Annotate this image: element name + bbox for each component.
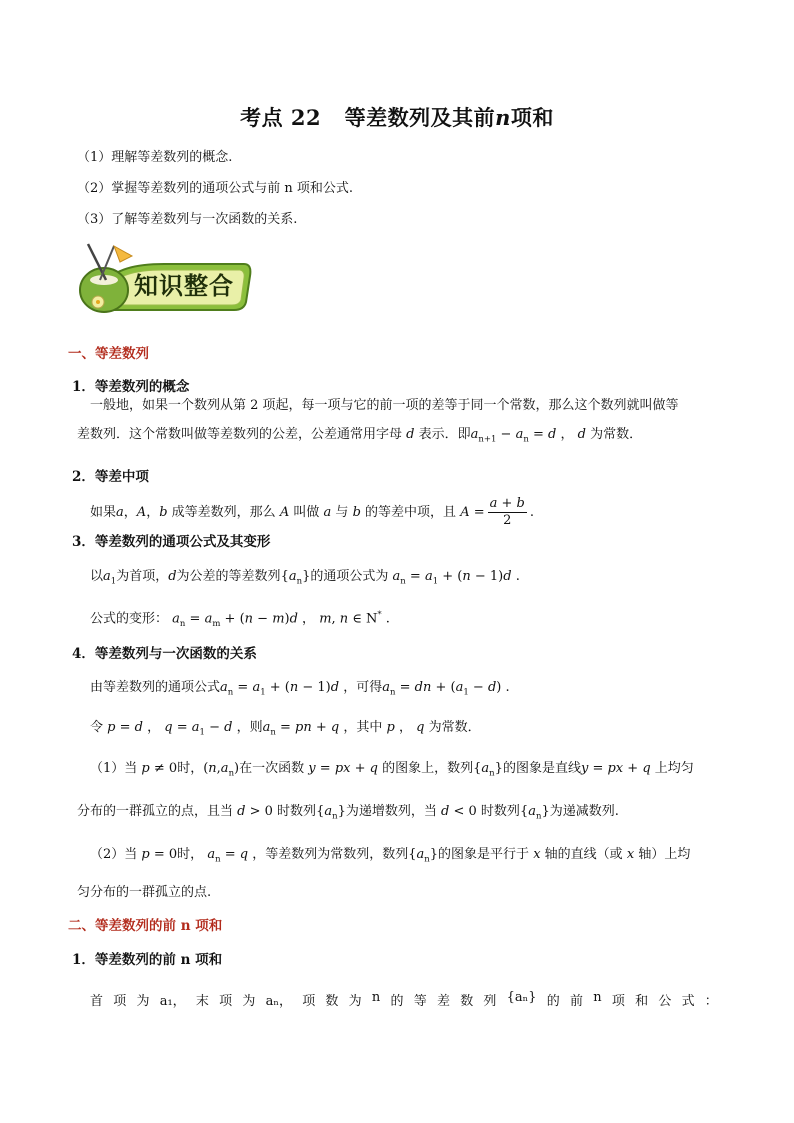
text-token: 项 — [302, 994, 316, 1009]
paragraph-line: 一般地，如果一个数列从第 2 项起，每一项与它的前一项的差等于同一个常数，那么这个数列就叫做等 — [90, 398, 679, 413]
paragraph-line-justified — [90, 990, 718, 1009]
text-token: 为 — [242, 994, 256, 1009]
text-token: 数 — [325, 994, 339, 1009]
text-token: n — [371, 990, 381, 1005]
objective-3: （3）了解等差数列与一次函数的关系. — [77, 212, 298, 227]
section-heading-2: 二、等差数列的前 n 项和 — [68, 918, 223, 934]
text-token: 数 — [460, 994, 474, 1009]
objective-1: （1）理解等差数列的概念. — [77, 150, 233, 165]
text-token: 公 — [658, 994, 672, 1009]
objective-2: （2）掌握等差数列的通项公式与前 n 项和公式. — [77, 181, 354, 196]
subheading-1-4: 4．等差数列与一次函数的关系 — [72, 646, 257, 662]
text-token: 为 — [348, 994, 362, 1009]
paragraph-line: 令 p = d ， $q = a_1 - d$ ，则$a_n$ = pn + q ，其中 p ， q 为常数． — [90, 720, 481, 738]
fraction: $\frac{a + b}{2}$ — [489, 496, 525, 528]
page-title: 考点 22 等差数列及其前n项和 — [240, 105, 554, 130]
subheading-2-1: 1．等差数列的前 n 项和 — [72, 952, 223, 968]
paragraph-line: 分布的一群孤立的点，且当 d > 0 时数列$\{a_n\}$为递增数列，当 d < 0 时数列$\{a_n\}$为递减数列. — [77, 804, 619, 822]
text-token: aₙ， — [265, 994, 292, 1009]
text-token: 末 — [195, 994, 209, 1009]
paragraph-line: 公式的变形： $a_n = a_m + (n - m)d$ ， m, n ∈ N* . — [90, 610, 390, 629]
paragraph-line: 差数列．这个常数叫做等差数列的公差，公差通常用字母 d 表示．即$a_{n+1} - a_n = d$ ， d 为常数． — [77, 427, 643, 445]
banner-label: 知识整合 — [134, 272, 234, 300]
text-token: 式 — [681, 994, 695, 1009]
paragraph-line: （2）当 p = 0时， $a_n = q$ ，等差数列为常数列，数列$\{a_n\}$的图象是平行于 x 轴的直线（或 x 轴）上均 — [90, 847, 691, 865]
text-token: {aₙ} — [506, 990, 537, 1005]
subheading-1-3: 3．等差数列的通项公式及其变形 — [72, 534, 271, 550]
text-token: 差 — [436, 994, 450, 1009]
text-token: 为 — [136, 994, 150, 1009]
subheading-1-1: 1．等差数列的概念 — [72, 379, 190, 395]
subheading-1-2: 2．等差中项 — [72, 469, 149, 485]
text-token: 项 — [219, 994, 233, 1009]
section-heading-1: 一、等差数列 — [68, 346, 149, 362]
text-token: 项 — [113, 994, 127, 1009]
paragraph-line: 匀分布的一群孤立的点. — [77, 885, 212, 900]
text-token: 项 — [611, 994, 625, 1009]
text-token: 的 — [546, 994, 560, 1009]
text-token: ： — [704, 994, 718, 1009]
knowledge-banner — [74, 240, 254, 316]
text-token: n — [593, 990, 602, 1005]
paragraph-line: 如果a，A，b 成等差数列，那么 A 叫做 a 与 b 的等差中项，且 A = $\frac{a + b}{2}$ . — [90, 496, 534, 528]
text-token: 等 — [413, 994, 427, 1009]
text-token: 前 — [570, 994, 584, 1009]
text-token: 首 — [90, 994, 104, 1009]
text-token: 列 — [483, 994, 497, 1009]
text-token: a₁， — [159, 994, 186, 1009]
paragraph-line: 以$a_1$为首项，d为公差的等差数列$\{a_n\}$的通项公式为 $a_n = a_1 + (n - 1)d$ . — [90, 569, 520, 587]
text-token: 和 — [635, 994, 649, 1009]
paragraph-line: 由等差数列的通项公式$a_n = a_1 + (n - 1)d$ ，可得$a_n$ = dn + $(a_1 - d)$ . — [90, 680, 510, 698]
text-token: 的 — [390, 994, 404, 1009]
paragraph-line: （1）当 p ≠ 0时，$(n,a_n)$在一次函数 y = px + q 的图象上，数列$\{a_n\}$的图象是直线y = px + q 上均匀 — [90, 761, 694, 779]
